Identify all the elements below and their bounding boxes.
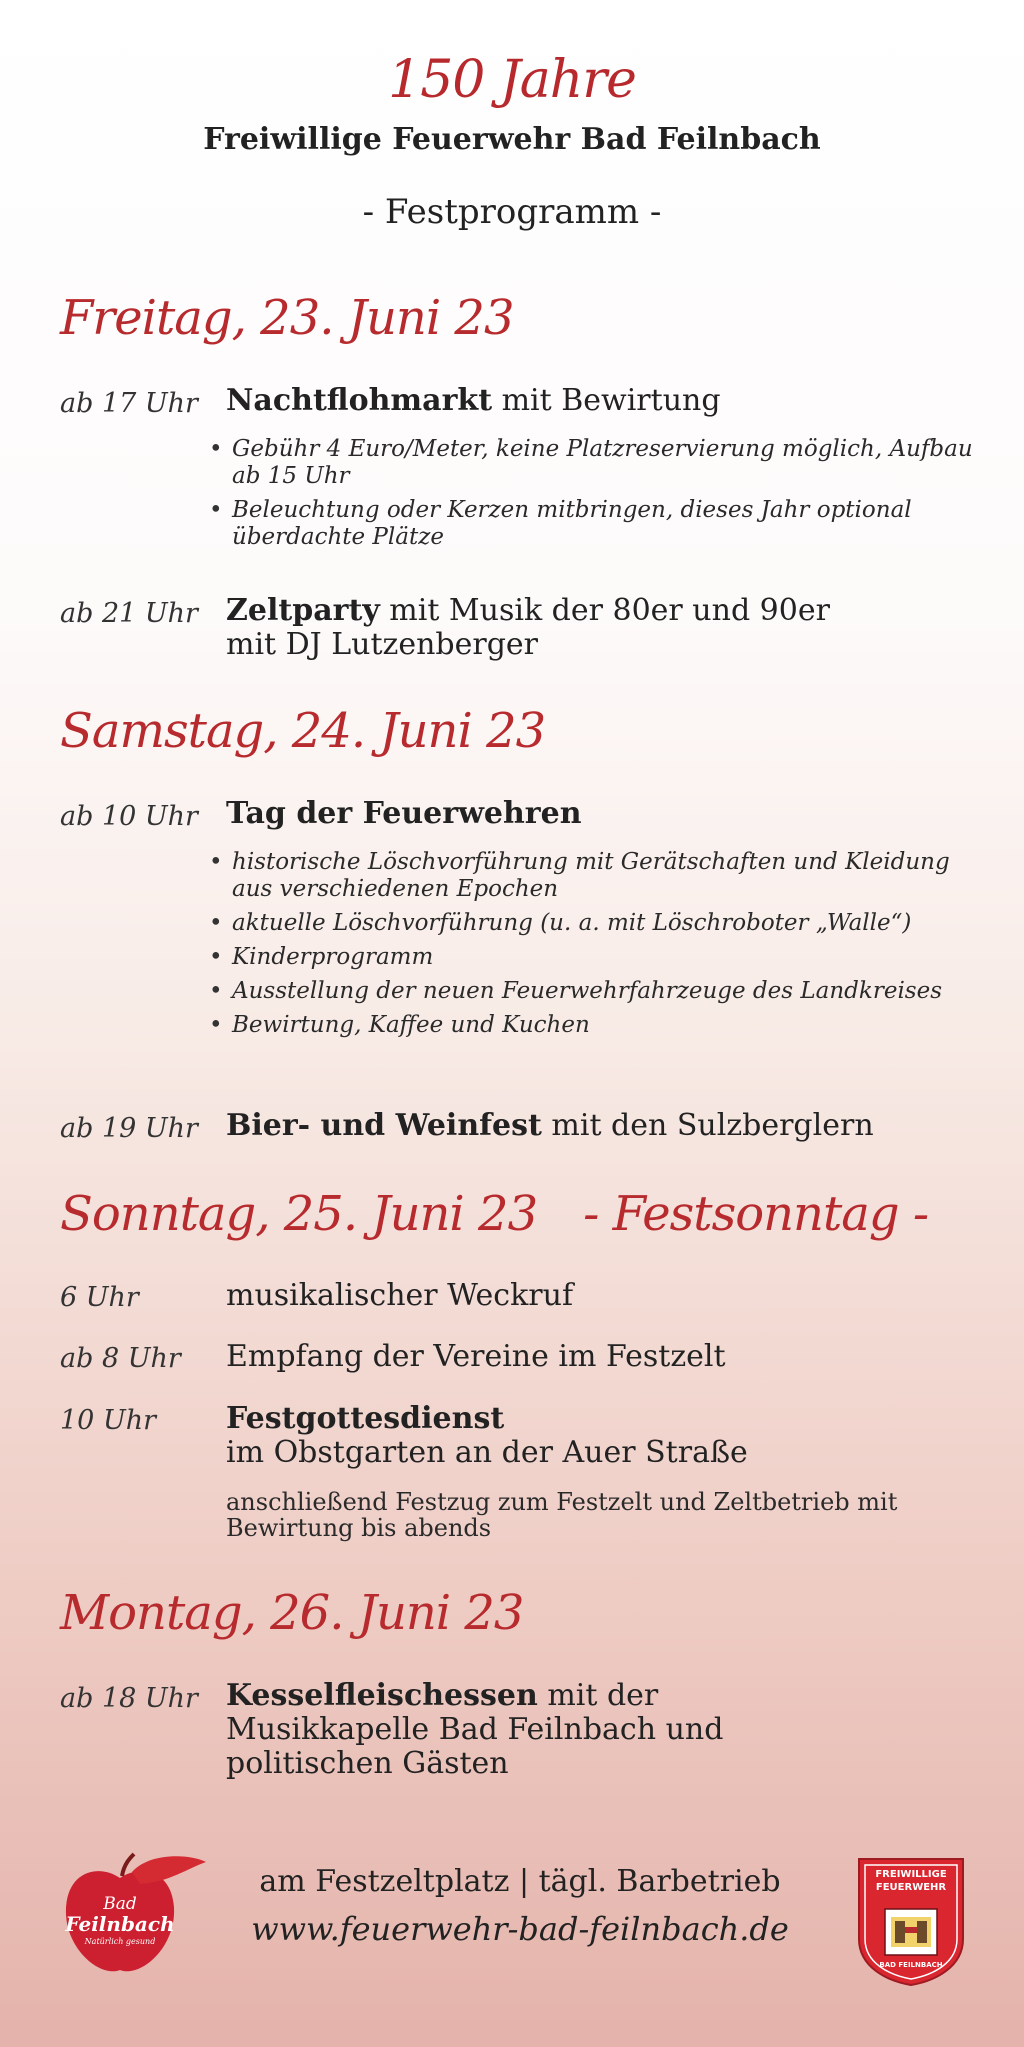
event-note: anschließend Festzug zum Festzelt und Zeltbetrieb mit Bewirtung bis abends [226,1488,898,1542]
bullet-item: • Gebühr 4 Euro/Meter, keine Platzreservierung möglich, Aufbau ab 15 Uhr [205,436,995,490]
day-heading-saturday: Samstag, 24. Juni 23 [60,703,546,759]
event-name: Bier- und Weinfest [226,1108,542,1143]
event-detail: mit Bewirtung [492,383,721,418]
day-heading-text: Sonntag, 25. Juni 23 [60,1186,538,1242]
page-title: 150 Jahre [388,50,636,110]
event-time: ab 19 Uhr [60,1113,198,1144]
event-detail: politischen Gästen [226,1746,509,1781]
event-detail: Empfang der Vereine im Festzelt [226,1339,726,1374]
event-name: Kesselfleischessen [226,1678,538,1713]
bullet-item: • Ausstellung der neuen Feuerwehrfahrzeuge des Landkreises [205,978,995,1005]
festsonntag-label: - Festsonntag - [583,1186,929,1242]
event-detail: mit DJ Lutzenberger [226,627,539,662]
bad-feilnbach-apple-logo [60,1852,210,1982]
event-title [226,1402,986,1470]
event-bullet-list [205,849,995,1046]
event-detail: Musikkapelle Bad Feilnbach und [226,1712,724,1747]
day-heading-monday: Montag, 26. Juni 23 [60,1585,524,1641]
event-title [226,797,986,831]
crest-line3: BAD FEILNBACH [879,1961,943,1969]
footer-location: am Festzeltplatz | tägl. Barbetrieb [259,1864,781,1899]
apple-logo-line1: Bad [103,1894,137,1914]
event-title [226,1679,986,1781]
event-time: ab 18 Uhr [60,1683,198,1714]
apple-logo-line2: Feilnbach [65,1912,175,1936]
event-time: ab 10 Uhr [60,801,198,832]
footer-website-link[interactable]: www.feuerwehr-bad-feilnbach.de [251,1910,789,1948]
event-name: Zeltparty [226,593,380,628]
day-heading-friday: Freitag, 23. Juni 23 [60,290,514,346]
event-time: ab 17 Uhr [60,388,198,419]
event-title [226,1109,986,1143]
bullet-item: • aktuelle Löschvorführung (u. a. mit Löschroboter „Walle“) [205,910,995,937]
event-name: Festgottesdienst [226,1401,505,1436]
crest-line2: FEUERWEHR [875,1882,947,1893]
event-detail: mit den Sulzberglern [541,1108,874,1143]
event-name: Tag der Feuerwehren [226,796,582,831]
event-bullet-list [205,436,995,558]
event-time: 6 Uhr [60,1282,139,1313]
event-name: Nachtflohmarkt [226,383,493,418]
organization-name: Freiwillige Feuerwehr Bad Feilnbach [203,122,821,157]
bullet-item: • Beleuchtung oder Kerzen mitbringen, dieses Jahr optional überdachte Plätze [205,497,995,551]
program-heading: - Festprogramm - [362,192,662,232]
apple-logo-line3: Natürlich gesund [84,1937,156,1946]
bullet-item: • Kinderprogramm [205,944,995,971]
event-detail: mit Musik der 80er und 90er [379,593,830,628]
event-title [226,594,986,662]
event-time: 10 Uhr [60,1405,156,1436]
event-detail: im Obstgarten an der Auer Straße [226,1435,748,1470]
event-detail: mit der [537,1678,659,1713]
bullet-item: • Bewirtung, Kaffee und Kuchen [205,1012,995,1039]
bullet-item: • historische Löschvorführung mit Gerätschaften und Kleidung aus verschiedenen Epochen [205,849,995,903]
event-title [226,384,986,418]
day-heading-sunday [60,1186,928,1242]
event-time: ab 8 Uhr [60,1343,181,1374]
crest-line1: FREIWILLIGE [875,1869,947,1880]
event-time: ab 21 Uhr [60,598,198,629]
fire-brigade-crest [855,1855,967,1987]
event-detail: musikalischer Weckruf [226,1278,574,1313]
